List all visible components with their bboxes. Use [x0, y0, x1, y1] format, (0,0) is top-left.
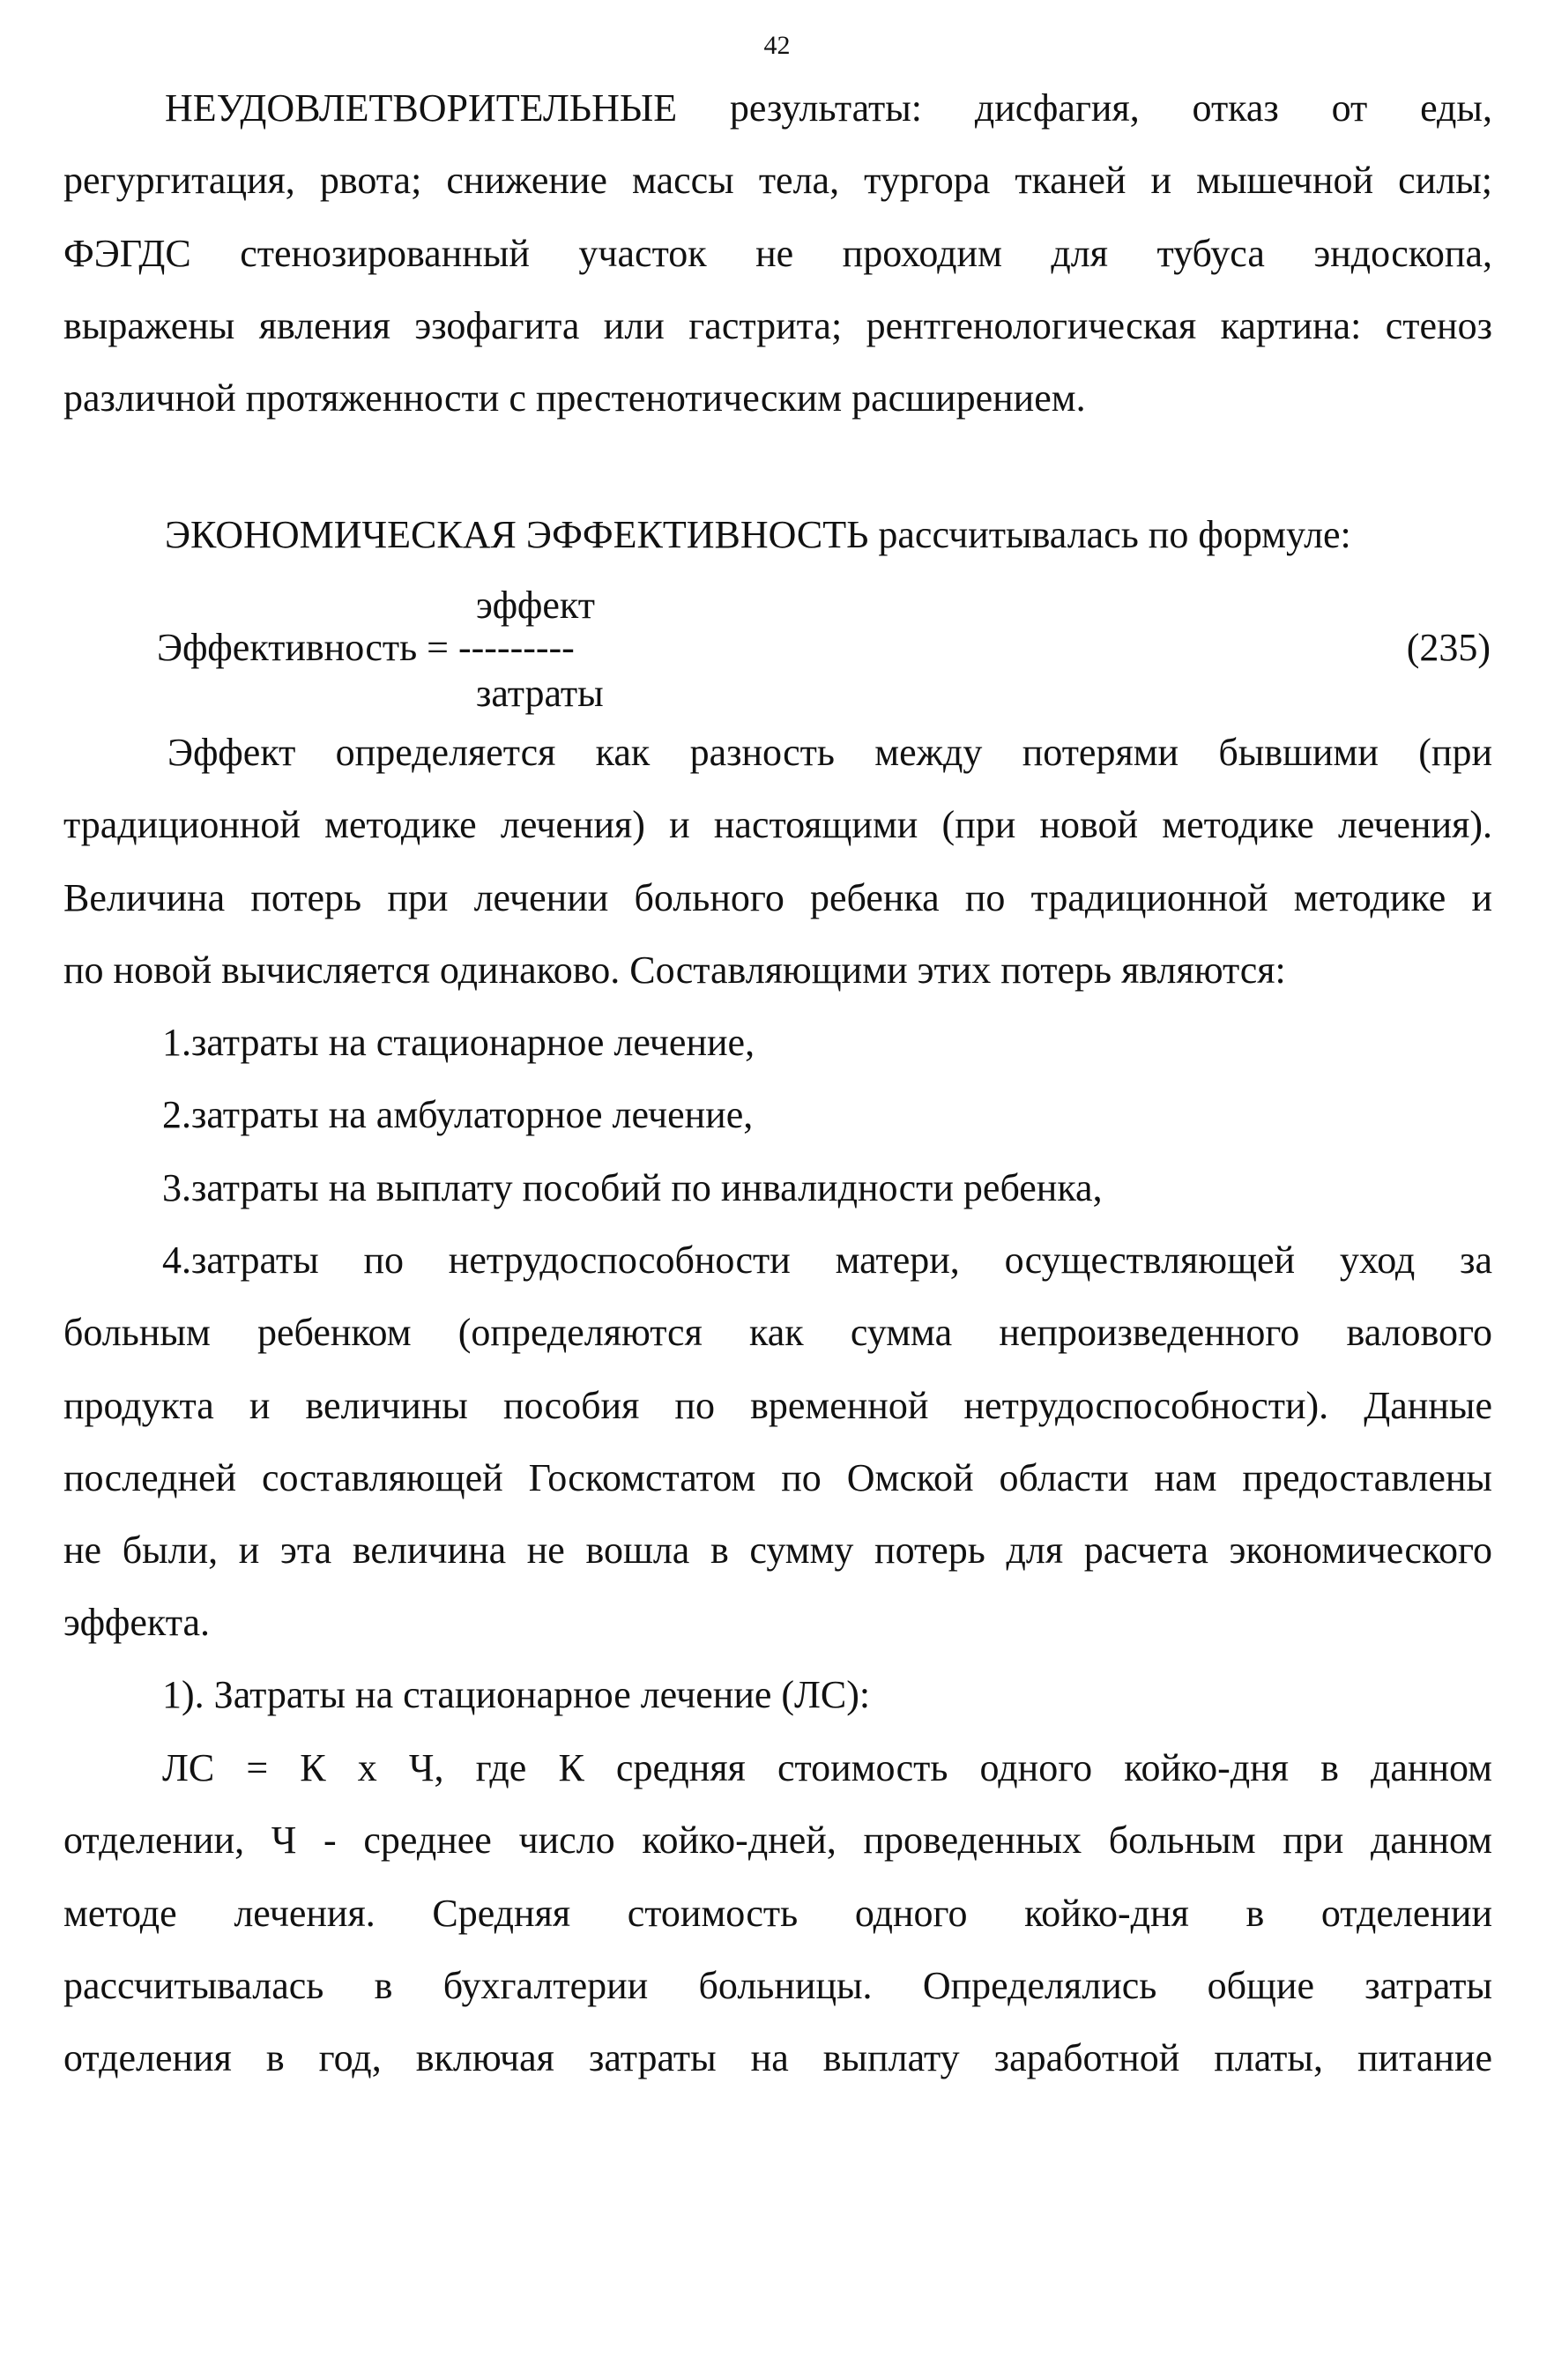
text-line: продукта и величины пособия по временной нетрудоспособности). Данные [63, 1383, 1492, 1427]
text-line: традиционной методике лечения) и настоящими (при новой методике лечения). [63, 803, 1492, 847]
cost-components-list [63, 1007, 1492, 1224]
formula-numerator: эффект [476, 584, 595, 627]
text-line: выражены явления эзофагита или гастрита; рентгенологическая картина: стеноз [63, 303, 1492, 347]
text-line: ЭКОНОМИЧЕСКАЯ ЭФФЕКТИВНОСТЬ рассчитывалась по формуле: [165, 513, 1351, 556]
list-item: 3.затраты на выплату пособий по инвалидности ребенка, [162, 1165, 1103, 1209]
text-line: Эффект определяется как разность между потерями бывшими (при [167, 731, 1492, 774]
section-heading-economic-efficiency [63, 499, 1492, 571]
formula-number: (235) [1406, 626, 1491, 669]
text-line: больным ребенком (определяются как сумма непроизведенного валового [63, 1311, 1492, 1355]
text-line: отделении, Ч - среднее число койко-дней, проведенных больным при данном [63, 1818, 1492, 1863]
paragraph-inpatient-formula [63, 1732, 1492, 2094]
efficiency-formula [0, 584, 1554, 733]
formula-denominator: затраты [476, 672, 604, 715]
text-line: ФЭГДС стенозированный участок не проходим для тубуса эндоскопа, [63, 231, 1492, 275]
list-item: 2.затраты на амбулаторное лечение, [162, 1093, 754, 1137]
formula-left-side: Эффективность = --------- [157, 626, 575, 669]
text-line: регургитация, рвота; снижение массы тела, тургора тканей и мышечной силы; [63, 159, 1492, 203]
text-line: по новой вычисляется одинаково. Составляющими этих потерь являются: [63, 948, 1286, 992]
text-line: различной протяженности с престенотическим расширением. [63, 376, 1086, 420]
text-line: методе лечения. Средняя стоимость одного койко-дня в отделении [63, 1891, 1492, 1935]
list-item: 1.затраты на стационарное лечение, [162, 1021, 755, 1064]
text-line: отделения в год, включая затраты на выплату заработной платы, питание [63, 2036, 1492, 2080]
text-line: рассчитывалась в бухгалтерии больницы. Определялись общие затраты [63, 1963, 1492, 2007]
text-line: 4.затраты по нетрудоспособности матери, осуществляющей уход за [162, 1238, 1492, 1282]
text-line: эффекта. [63, 1601, 211, 1645]
text-line: 1). Затраты на стационарное лечение (ЛС): [162, 1673, 871, 1716]
text-line: последней составляющей Госкомстатом по Омской области нам предоставлены [63, 1455, 1492, 1499]
text-line: не были, и эта величина не вошла в сумму потерь для расчета экономического [63, 1528, 1492, 1573]
page-number: 42 [763, 31, 791, 60]
subheading-inpatient-costs [63, 1659, 1492, 1731]
text-line: ЛС = К х Ч, где К средняя стоимость одного койко-дня в данном [162, 1746, 1492, 1789]
paragraph-effect-definition [63, 717, 1492, 1007]
paragraph-unsatisfactory-results [63, 72, 1492, 435]
paragraph-maternal-costs [63, 1224, 1492, 1660]
text-line: НЕУДОВЛЕТВОРИТЕЛЬНЫЕ результаты: дисфагия, отказ от еды, [165, 86, 1492, 130]
text-line: Величина потерь при лечении больного ребенка по традиционной методике и [63, 875, 1492, 919]
